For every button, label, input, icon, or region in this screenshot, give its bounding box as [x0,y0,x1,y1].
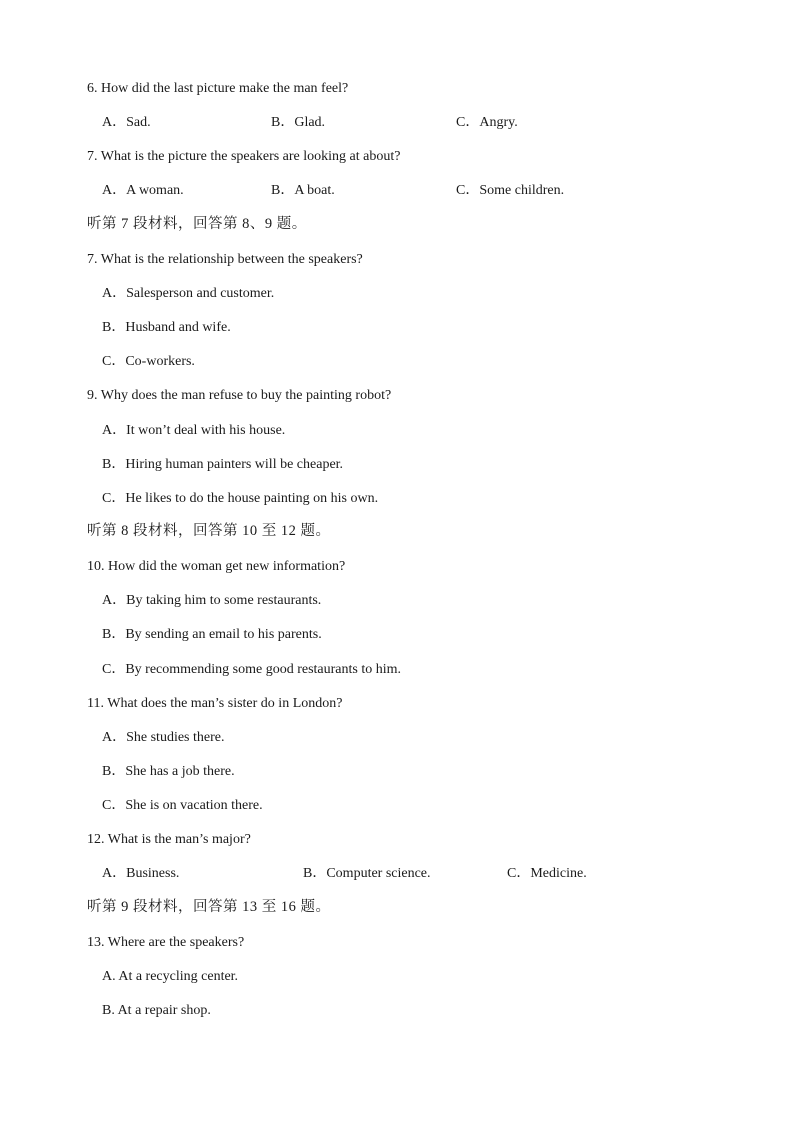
section-heading-8: 听第 8 段材料，回答第 10 至 12 题。 [87,523,331,539]
q6-option-c: C．Angry. [456,115,518,130]
question-13: 13. Where are the speakers? [87,935,245,950]
question-10: 10. How did the woman get new information? [87,559,346,574]
question-7b: 7. What is the relationship between the speakers? [87,252,363,267]
question-6: 6. How did the last picture make the man feel? [87,81,349,96]
q12-option-a: A．Business. [102,866,180,881]
q12-option-c: C．Medicine. [507,866,587,881]
q11-option-c: C．She is on vacation there. [102,798,263,813]
q12-option-b: B．Computer science. [303,866,431,881]
question-9: 9. Why does the man refuse to buy the painting robot? [87,388,392,403]
q11-option-a: A．She studies there. [102,730,225,745]
q10-option-b: B．By sending an email to his parents. [102,627,322,642]
section-heading-7: 听第 7 段材料，回答第 8、9 题。 [87,216,307,232]
question-12: 12. What is the man’s major? [87,832,251,847]
question-7a: 7. What is the picture the speakers are looking at about? [87,149,401,164]
q7b-option-b: B．Husband and wife. [102,320,231,335]
question-11: 11. What does the man’s sister do in London? [87,696,343,711]
q13-option-a: A. At a recycling center. [102,969,239,984]
q9-option-b: B．Hiring human painters will be cheaper. [102,457,344,472]
q7b-option-a: A．Salesperson and customer. [102,286,275,301]
q13-option-b: B. At a repair shop. [102,1003,211,1018]
q10-option-c: C．By recommending some good restaurants to him. [102,662,402,677]
q6-option-b: B．Glad. [271,115,326,130]
q10-option-a: A．By taking him to some restaurants. [102,593,322,608]
q7a-option-c: C．Some children. [456,183,565,198]
q7a-option-b: B．A boat. [271,183,335,198]
q7a-option-a: A．A woman. [102,183,184,198]
q6-option-a: A．Sad. [102,115,151,130]
q7b-option-c: C．Co-workers. [102,354,195,369]
section-heading-9: 听第 9 段材料，回答第 13 至 16 题。 [87,899,331,915]
q9-option-c: C．He likes to do the house painting on his own. [102,491,379,506]
q11-option-b: B．She has a job there. [102,764,235,779]
q9-option-a: A．It won’t deal with his house. [102,423,286,438]
